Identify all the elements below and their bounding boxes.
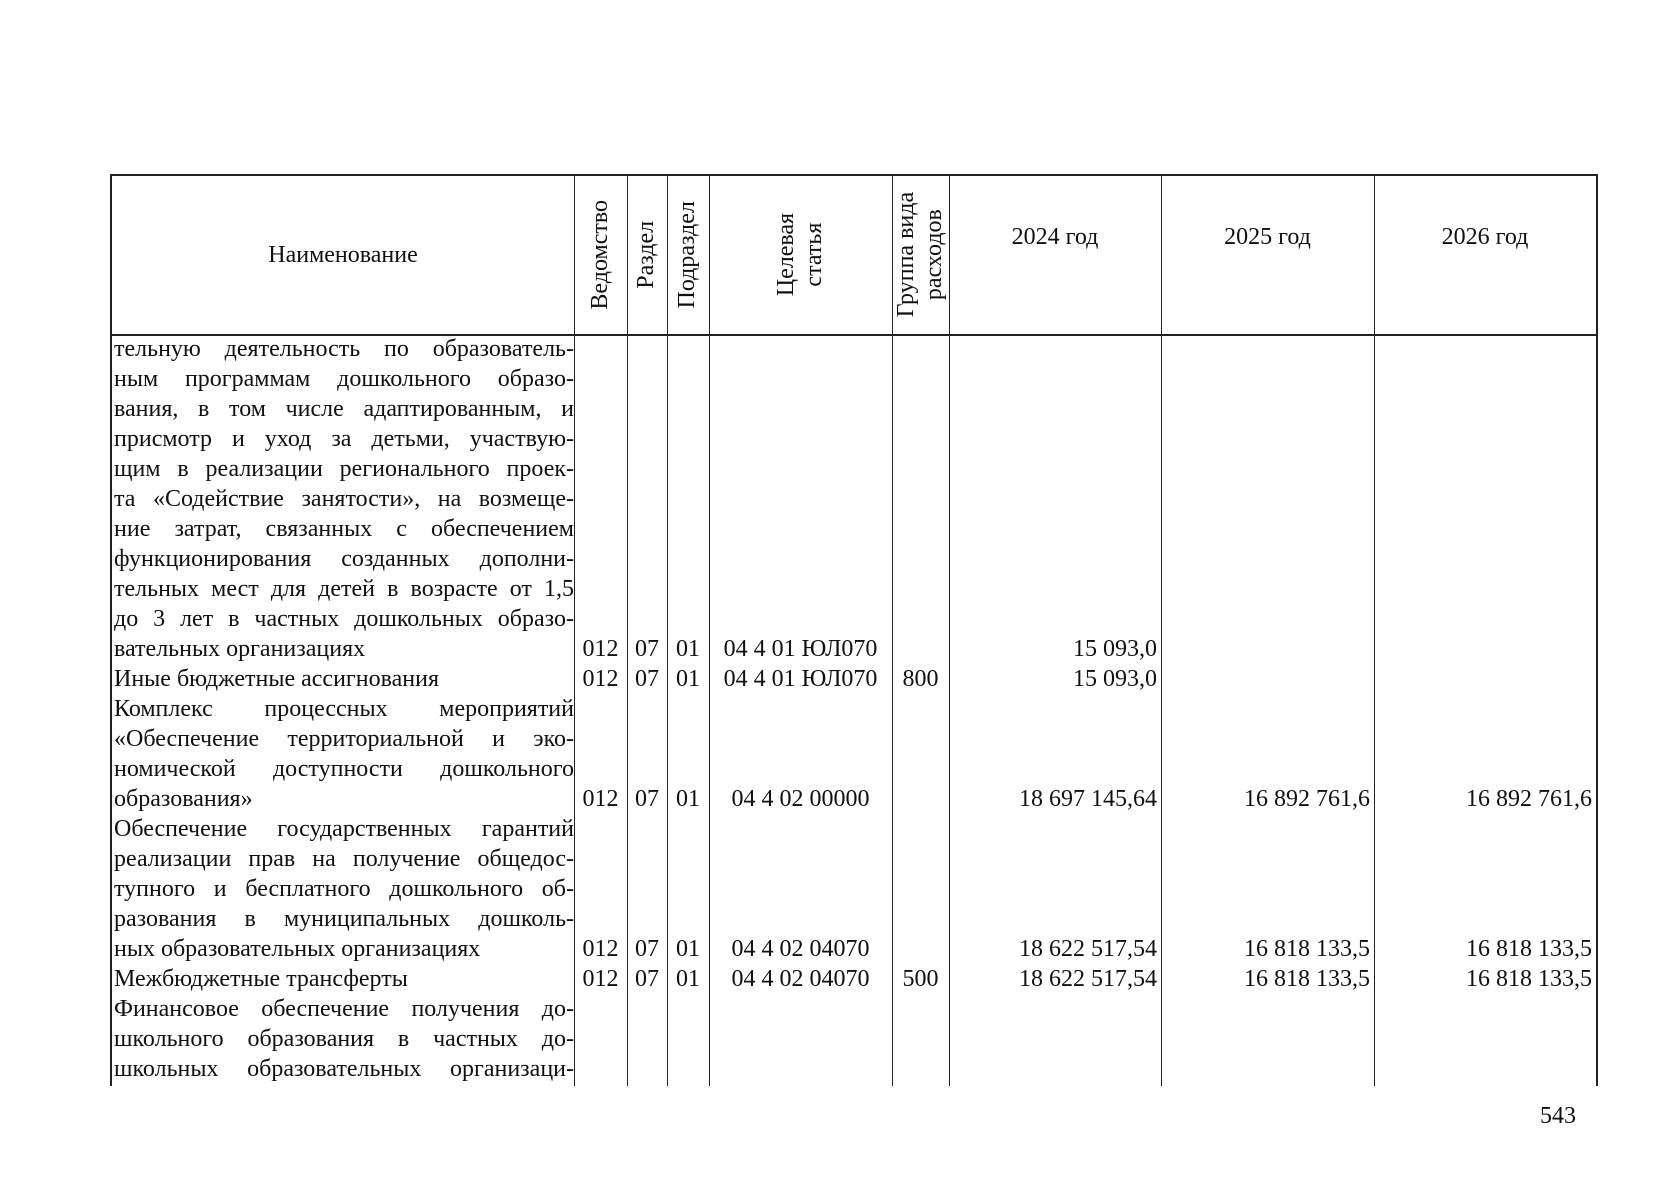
cell-target: 04 4 01 ЮЛ070 [723,666,878,692]
cell-podrazdel: 01 [676,786,700,812]
name-line: вания, в том числе адаптированным, и [114,396,574,422]
cell-2025: 16 818 133,5 [1244,936,1370,962]
header-2024 [949,176,1161,334]
name-line: образования» [114,786,253,812]
cell-target: 04 4 02 00000 [731,786,870,812]
header-2024-label: 2024 год [1011,224,1099,250]
cell-razdel: 07 [635,966,659,992]
column-divider [574,176,575,334]
cell-vedomstvo: 012 [582,786,619,812]
cell-2026 [1374,664,1592,694]
name-line: та «Содействие занятости», на возмеще- [114,486,574,512]
column-divider [627,176,628,334]
name-line: школьных образовательных организаци- [114,1056,574,1082]
cell-2024: 18 622 517,54 [1019,936,1157,962]
name-line: Комплекс процессных мероприятий [114,696,574,722]
cell-2025 [1161,664,1370,694]
name-line: присмотр и уход за детьми, участвую- [114,426,574,452]
name-line: ным программам дошкольного образо- [114,366,574,392]
name-line: Обеспечение государственных гарантий [114,816,574,842]
cell-group: 800 [902,666,939,692]
column-divider [709,176,710,334]
cell-2025 [1161,634,1370,664]
cell-group [892,934,949,964]
name-line: «Обеспечение территориальной и эко- [114,726,574,752]
header-vedomstvo [574,176,627,334]
cell-podrazdel: 01 [676,936,700,962]
budget-table [110,174,1598,1086]
cell-2024: 15 093,0 [1073,666,1157,692]
name-line: школьного образования в частных до- [114,1026,574,1052]
cell-2026: 16 818 133,5 [1466,966,1592,992]
cell-2024: 18 622 517,54 [1019,966,1157,992]
name-line: тельную деятельность по образователь- [114,336,574,362]
header-razdel-label: Раздел [633,221,660,289]
header-podrazdel-label: Подраздел [674,201,701,309]
header-target [709,176,892,334]
cell-2026: 16 818 133,5 [1466,936,1592,962]
name-line: реализации прав на получение общедос- [114,846,574,872]
cell-razdel: 07 [635,666,659,692]
header-name [112,176,574,334]
header-2025 [1161,176,1374,334]
cell-2024: 15 093,0 [1073,636,1157,662]
name-line: ных образовательных организациях [114,936,481,962]
column-divider [892,176,893,334]
header-group-line2: расходов [920,209,947,301]
name-line: Иные бюджетные ассигнования [114,666,439,692]
name-line: тельных мест для детей в возрасте от 1,5 [114,576,574,602]
column-divider [1161,176,1162,334]
cell-razdel: 07 [635,636,659,662]
header-razdel [627,176,667,334]
name-line: Финансовое обеспечение получения до- [114,996,574,1022]
header-target-line1: Целевая [772,213,799,297]
cell-razdel: 07 [635,936,659,962]
page-number: 543 [1540,1103,1576,1129]
column-divider [949,176,950,334]
name-line: щим в реализации регионального проек- [114,456,574,482]
header-vedomstvo-label: Ведомство [586,200,613,310]
table-body [112,334,1596,1086]
cell-2025: 16 818 133,5 [1244,966,1370,992]
header-podrazdel [667,176,709,334]
header-2025-label: 2025 год [1224,224,1311,250]
cell-vedomstvo: 012 [582,936,619,962]
header-target-line2: статья [800,223,827,287]
cell-vedomstvo: 012 [582,636,619,662]
cell-razdel: 07 [635,786,659,812]
table-header [112,176,1596,336]
header-target-label [773,213,828,296]
cell-podrazdel: 01 [676,666,700,692]
name-line: функционирования созданных дополни- [114,546,574,572]
cell-group: 500 [902,966,939,992]
cell-group [892,634,949,664]
column-divider [667,176,668,334]
name-line: вательных организациях [114,636,366,662]
cell-target: 04 4 02 04070 [731,936,870,962]
name-line: до 3 лет в частных дошкольных образо- [114,606,574,632]
cell-podrazdel: 01 [676,636,700,662]
column-divider [1374,176,1375,334]
cell-target: 04 4 02 04070 [731,966,870,992]
name-line: ние затрат, связанных с обеспечением [114,516,574,542]
name-line: номической доступности дошкольного [114,756,574,782]
name-line: Межбюджетные трансферты [114,966,408,992]
cell-podrazdel: 01 [676,966,700,992]
cell-vedomstvo: 012 [582,666,619,692]
cell-2026 [1374,634,1592,664]
header-2026-label: 2026 год [1441,224,1529,250]
cell-vedomstvo: 012 [582,966,619,992]
header-group [892,176,949,334]
cell-2024: 18 697 145,64 [1019,786,1157,812]
name-line: тупного и бесплатного дошкольного об- [114,876,574,902]
header-name-label: Наименование [268,241,418,268]
cell-2026: 16 892 761,6 [1466,786,1592,812]
header-group-line1: Группа вида [892,192,919,318]
cell-2025: 16 892 761,6 [1244,786,1370,812]
cell-group [892,784,949,814]
header-2026 [1374,176,1596,334]
cell-target: 04 4 01 ЮЛ070 [723,636,878,662]
header-group-label [893,192,948,317]
name-line: разования в муниципальных дошколь- [114,906,574,932]
